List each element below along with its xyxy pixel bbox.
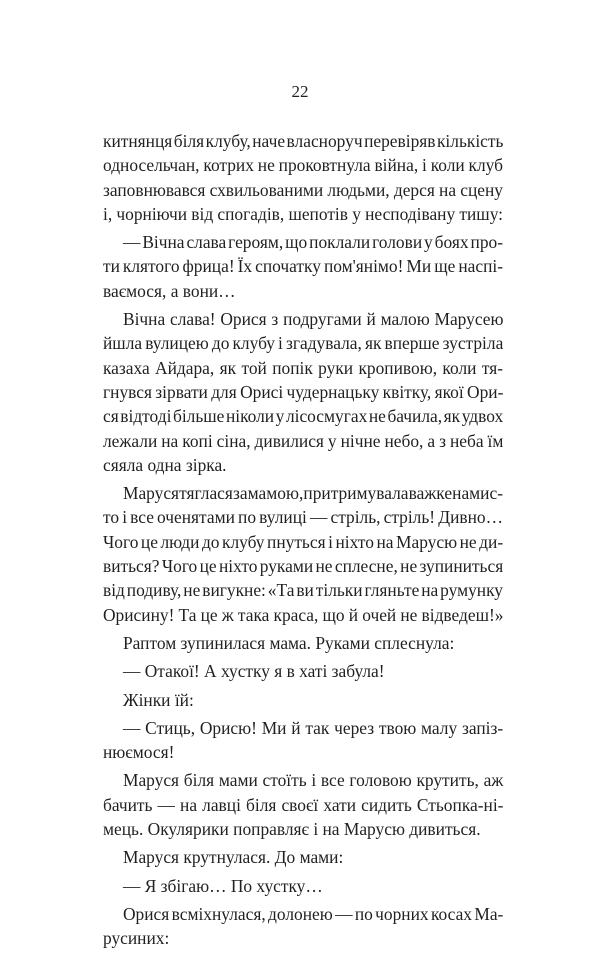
text-line: Жінки їй:: [123, 689, 194, 710]
text-line: від подиву, не вигукне: «Та ви тільки гляньте на румунку: [103, 580, 503, 601]
text-line: Маруся крутнулася. До мами:: [123, 847, 344, 868]
paragraph: [103, 230, 503, 303]
text-line: виться? Чого це ніхто руками не сплесне, не зупиниться: [103, 556, 504, 577]
text-line: сяяла одна зірка.: [103, 454, 227, 475]
text-line: ти клятого фрица! Їх спочатку пом'янімо! Ми ще наспі-: [103, 256, 503, 277]
paragraph: [103, 659, 503, 683]
text-line: казаха Айдара, як той попік руки кропивою, коли тя-: [103, 357, 503, 378]
text-line: то і все оченятами по вулиці — стріль, стріль! Дивно…: [103, 507, 503, 528]
paragraph: [103, 688, 503, 712]
paragraph: [103, 874, 503, 898]
text-line: бачить — на лавці біля своєї хати сидить Стьопка-ні-: [103, 794, 504, 815]
text-line: заповнювався схвильованими людьми, дерся на сцену: [103, 179, 503, 200]
text-line: Маруся тяглася за мамою, притримувала важке намис-: [123, 483, 503, 504]
paragraph: [103, 631, 503, 655]
text-line: Маруся біля мами стоїть і все головою крутить, аж: [123, 770, 504, 791]
text-line: Раптом зупинилася мама. Руками сплеснула:: [123, 632, 455, 653]
text-line: китнянця біля клубу, наче власноруч перевіряв кількість: [103, 131, 504, 151]
text-line: — Отакої! А хустку я в хаті забула!: [123, 661, 385, 682]
page-number: 22: [291, 82, 309, 101]
text-line: гнувся зірвати для Орисі чудернацьку квітку, якої Ори-: [103, 381, 504, 402]
paragraph: [103, 902, 503, 951]
text-line: мець. Окулярики поправляє і на Марусю дивиться.: [103, 819, 481, 840]
text-line: — Вічна слава героям, що поклали голови у боях про-: [123, 232, 503, 253]
paragraph: [103, 307, 503, 477]
text-line: йшла вулицею до клубу і згадувала, як вперше зустріла: [103, 333, 504, 354]
paragraph: [103, 481, 503, 627]
text-line: Чого це люди до клубу пнуться і ніхто на Марусю не ди-: [103, 531, 504, 552]
text-line: — Я збігаю… По хустку…: [123, 875, 323, 896]
text-line: нюємося!: [103, 742, 175, 763]
text-line: і, чорніючи від спогадів, шепотів у несподівану тишу:: [103, 203, 503, 224]
text-line: ваємося, а вони…: [103, 280, 236, 301]
text-line: Орися всміхнулася, долонею — по чорних косах Ма-: [123, 903, 504, 924]
paragraph: [103, 716, 503, 765]
body-text: [103, 129, 503, 955]
text-line: односельчан, котрих не проковтнула війна, і коли клуб: [103, 155, 503, 176]
text-line: русиних:: [103, 928, 170, 949]
text-line: Орисину! Та це ж така краса, що й очей не відведеш!»: [103, 604, 504, 625]
paragraph: [103, 768, 503, 841]
paragraph: [103, 845, 503, 869]
paragraph: [103, 129, 503, 226]
text-line: лежали на копі сіна, дивилися у нічне небо, а з неба їм: [103, 430, 504, 451]
text-line: ся відтоді більше ніколи у лісосмугах не бачила, як удвох: [103, 406, 504, 427]
text-line: Вічна слава! Орися з подругами й малою Марусею: [123, 309, 504, 330]
text-line: — Стиць, Орисю! Ми й так через твою малу запіз-: [123, 717, 504, 738]
